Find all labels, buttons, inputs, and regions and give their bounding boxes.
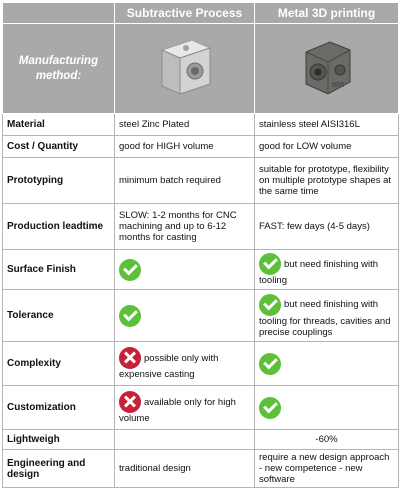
table-header-row [3, 3, 399, 24]
row-label: Tolerance [3, 290, 115, 342]
check-icon [259, 253, 281, 275]
subtractive-part-image [115, 24, 255, 114]
printing-cell: good for LOW volume [255, 136, 399, 158]
table-row [3, 114, 399, 136]
manufacturing-method-label: Manufacturing method: [3, 24, 115, 114]
printing-cell: suitable for prototype, flexibility on multiple prototype shapes at the same time [255, 158, 399, 204]
header-3d-printing: Metal 3D printing [255, 3, 399, 24]
table-row [3, 450, 399, 488]
table-row [3, 250, 399, 290]
subtractive-cell: SLOW: 1-2 months for CNC machining and up to 6-12 months for casting [115, 204, 255, 250]
printing-cell: -60% [255, 430, 399, 450]
subtractive-cell [115, 342, 255, 386]
subtractive-cell [115, 430, 255, 450]
row-label: Production leadtime [3, 204, 115, 250]
printing-cell [255, 342, 399, 386]
3d-printed-part-icon [294, 34, 360, 100]
row-label: Complexity [3, 342, 115, 386]
row-label: Material [3, 114, 115, 136]
printing-cell [255, 250, 399, 290]
subtractive-cell: minimum batch required [115, 158, 255, 204]
subtractive-cell [115, 290, 255, 342]
comparison-table [2, 2, 399, 488]
row-label: Engineering and design [3, 450, 115, 488]
image-row [3, 24, 399, 114]
header-empty [3, 3, 115, 24]
cross-icon [119, 347, 141, 369]
printing-cell: require a new design approach - new competence - new software [255, 450, 399, 488]
printed-part-image [255, 24, 399, 114]
note-text: possible only with expensive casting [119, 352, 219, 380]
note-text: but need finishing with tooling [259, 258, 379, 286]
printing-cell: FAST: few days (4-5 days) [255, 204, 399, 250]
row-label: Customization [3, 386, 115, 430]
subtractive-cell: traditional design [115, 450, 255, 488]
table-row [3, 158, 399, 204]
check-icon [119, 259, 141, 281]
machined-block-icon [152, 34, 218, 100]
table-row [3, 386, 399, 430]
subtractive-cell [115, 250, 255, 290]
row-label: Prototyping [3, 158, 115, 204]
cross-icon [119, 391, 141, 413]
note-text: but need finishing with tooling for threads, cavities and precise couplings [259, 299, 391, 338]
subtractive-cell: steel Zinc Plated [115, 114, 255, 136]
printing-cell [255, 290, 399, 342]
check-icon [259, 397, 281, 419]
header-subtractive: Subtractive Process [115, 3, 255, 24]
check-icon [259, 353, 281, 375]
check-icon [259, 294, 281, 316]
table-row [3, 290, 399, 342]
note-text: available only for high volume [119, 396, 236, 424]
table-row [3, 136, 399, 158]
printing-cell: stainless steel AISI316L [255, 114, 399, 136]
row-label: Cost / Quantity [3, 136, 115, 158]
table-row [3, 204, 399, 250]
subtractive-cell [115, 386, 255, 430]
subtractive-cell: good for HIGH volume [115, 136, 255, 158]
check-icon [119, 305, 141, 327]
row-label: Lightweigh [3, 430, 115, 450]
table-row [3, 342, 399, 386]
row-label: Surface Finish [3, 250, 115, 290]
table-row [3, 430, 399, 450]
printing-cell [255, 386, 399, 430]
